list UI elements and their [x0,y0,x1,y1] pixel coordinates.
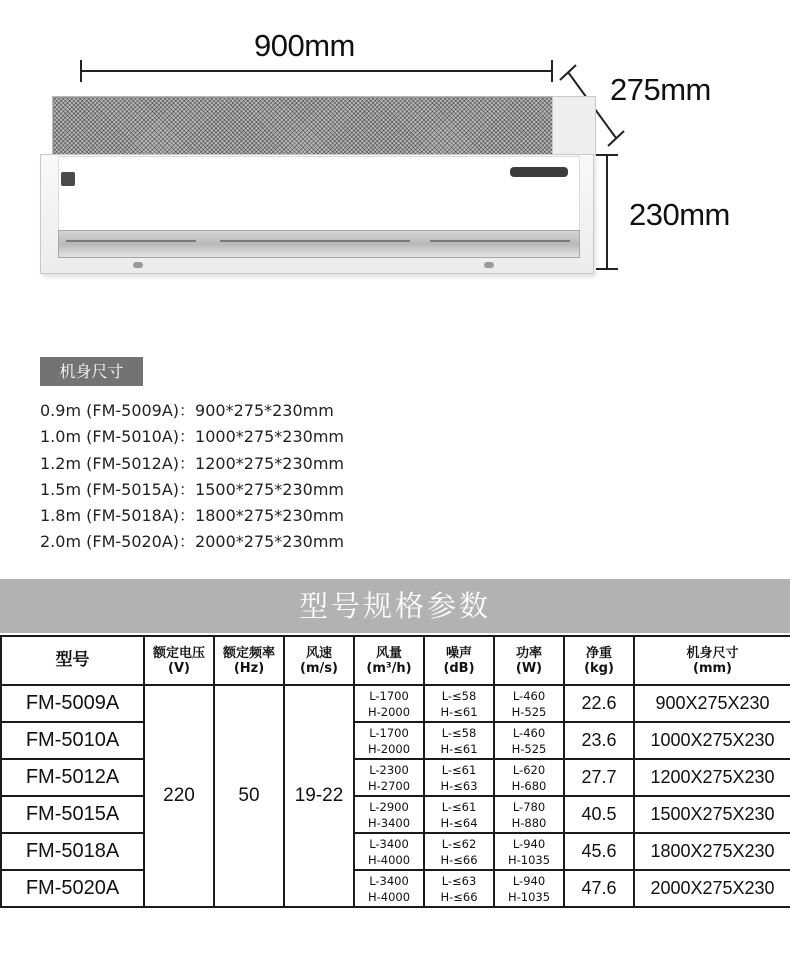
air-volume-cell: L-3400 H-4000 [354,870,424,907]
width-dimension-tick-left [80,60,82,82]
brand-logo-icon [510,167,568,177]
power-cell: L-460 H-525 [494,722,564,759]
power-cell: L-940 H-1035 [494,833,564,870]
width-dimension-tick-right [551,60,553,82]
list-item: 2.0m (FM-5020A)：2000*275*230mm [40,532,345,552]
table-row [1,685,790,722]
list-item: 0.9m (FM-5009A)：900*275*230mm [40,401,334,420]
power-cell: L-460 H-525 [494,685,564,722]
header-wind-speed: 风速 (m/s) [284,636,354,685]
size-cell: 2000X275X230 [634,870,790,907]
header-frequency: 额定频率 (Hz) [214,636,284,685]
width-dimension-label: 900mm [254,28,355,63]
air-volume-cell: L-3400 H-4000 [354,833,424,870]
noise-cell: L-≤58 H-≤61 [424,722,494,759]
weight-cell: 45.6 [564,833,634,870]
air-outlet [58,230,580,258]
wind-speed-cell: 19-22 [284,685,354,907]
body-size-tag: 机身尺寸 [40,357,143,386]
unit-top-side [552,96,596,156]
frequency-cell: 50 [214,685,284,907]
unit-front-panel [58,156,580,232]
table-row [1,833,790,870]
height-dimension-label: 230mm [629,197,730,232]
height-dimension-tick-top [596,154,618,156]
outlet-slat [220,240,410,242]
power-cell: L-780 H-880 [494,796,564,833]
noise-cell: L-≤58 H-≤61 [424,685,494,722]
unit-foot [484,262,494,268]
header-weight: 净重 (kg) [564,636,634,685]
size-cell: 1200X275X230 [634,759,790,796]
list-item: 1.0m (FM-5010A)：1000*275*230mm [40,427,345,447]
air-volume-cell: L-2300 H-2700 [354,759,424,796]
size-cell: 1800X275X230 [634,833,790,870]
weight-cell: 23.6 [564,722,634,759]
table-row [1,722,790,759]
size-cell: 1000X275X230 [634,722,790,759]
power-switch-icon [61,172,75,186]
voltage-cell: 220 [144,685,214,907]
air-volume-cell: L-1700 H-2000 [354,722,424,759]
header-model: 型号 [1,636,144,685]
header-power: 功率 (W) [494,636,564,685]
table-row [1,759,790,796]
weight-cell: 27.7 [564,759,634,796]
table-row [1,796,790,833]
size-cell: 900X275X230 [634,685,790,722]
model-cell: FM-5018A [1,833,144,870]
body-size-list [40,398,344,556]
air-volume-cell: L-1700 H-2000 [354,685,424,722]
depth-dimension-label: 275mm [610,72,711,107]
spec-table [0,635,790,908]
weight-cell: 22.6 [564,685,634,722]
header-air-volume: 风量 (m³/h) [354,636,424,685]
outlet-slat [66,240,196,242]
height-dimension-line [606,155,608,269]
model-cell: FM-5009A [1,685,144,722]
power-cell: L-620 H-680 [494,759,564,796]
noise-cell: L-≤61 H-≤63 [424,759,494,796]
model-cell: FM-5010A [1,722,144,759]
header-voltage: 额定电压 (V) [144,636,214,685]
height-dimension-tick-bottom [596,268,618,270]
weight-cell: 47.6 [564,870,634,907]
spec-title-banner: 型号规格参数 [0,579,790,633]
air-volume-cell: L-2900 H-3400 [354,796,424,833]
unit-foot [133,262,143,268]
model-cell: FM-5015A [1,796,144,833]
model-cell: FM-5020A [1,870,144,907]
noise-cell: L-≤61 H-≤64 [424,796,494,833]
size-cell: 1500X275X230 [634,796,790,833]
model-cell: FM-5012A [1,759,144,796]
outlet-slat [430,240,570,242]
noise-cell: L-≤62 H-≤66 [424,833,494,870]
table-row [1,870,790,907]
list-item: 1.5m (FM-5015A)：1500*275*230mm [40,479,345,499]
noise-cell: L-≤63 H-≤66 [424,870,494,907]
power-cell: L-940 H-1035 [494,870,564,907]
header-noise: 噪声 (dB) [424,636,494,685]
list-item: 1.8m (FM-5018A)：1800*275*230mm [40,506,345,526]
header-size: 机身尺寸 (mm) [634,636,790,685]
list-item: 1.2m (FM-5012A)：1200*275*230mm [40,453,345,473]
weight-cell: 40.5 [564,796,634,833]
width-dimension-line [81,70,553,72]
unit-top-grille [52,96,554,158]
table-header-row [1,636,790,685]
